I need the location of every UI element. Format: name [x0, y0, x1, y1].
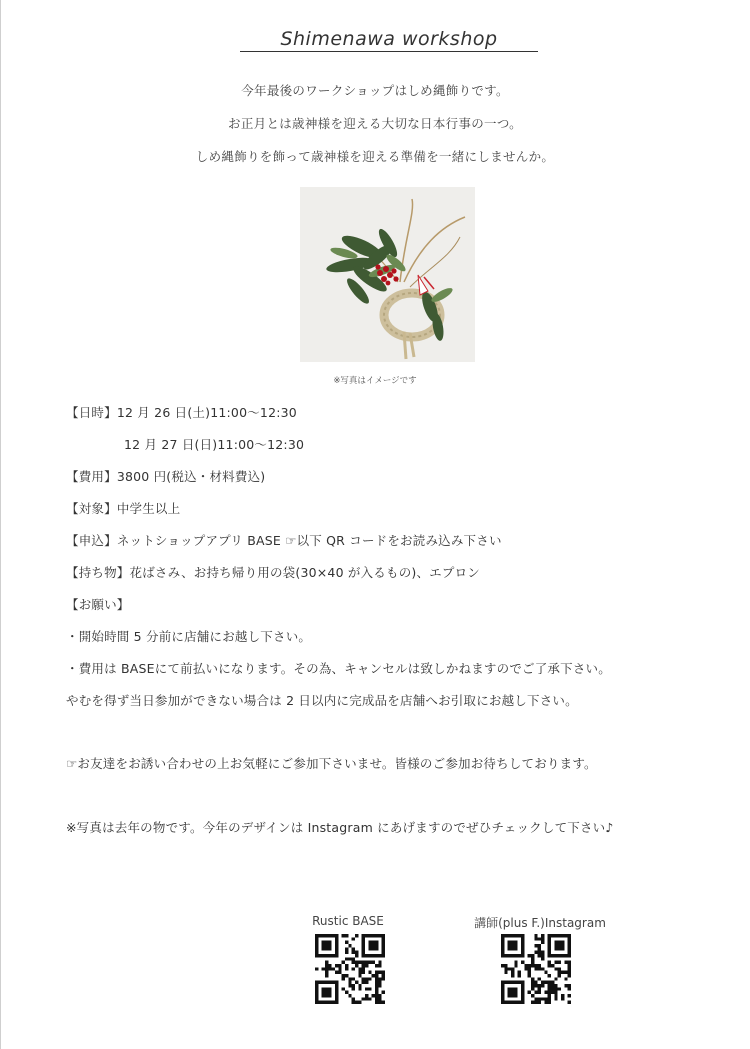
fee-row	[66, 467, 265, 485]
qr-code-base[interactable]	[315, 934, 385, 1004]
intro-line-1: 今年最後のワークショップはしめ縄飾りです。	[241, 83, 509, 98]
fee-label: 【費用】	[66, 469, 117, 484]
bring-label: 【持ち物】	[66, 565, 130, 580]
apply-label: 【申込】	[66, 533, 117, 548]
fee-value: 3800 円(税込・材料費込)	[116, 469, 266, 484]
shimenawa-photo	[300, 187, 475, 362]
qr-code-instagram[interactable]	[501, 934, 571, 1004]
apply-row	[66, 531, 502, 549]
bring-row	[66, 563, 480, 581]
target-label: 【対象】	[66, 501, 117, 516]
photo-caption: ※写真はイメージです	[333, 376, 417, 386]
intro-line-2: お正月とは歳神様を迎える大切な日本行事の一つ。	[228, 116, 522, 131]
target-row	[66, 499, 180, 517]
target-value: 中学生以上	[116, 501, 181, 516]
photo-note-text: ※写真は去年の物です。今年のデザインは Instagram にあげますのでぜひチェックして下さい♪	[66, 820, 614, 835]
date-value-2: 12 月 27 日(日)11:00～12:30	[124, 437, 305, 452]
intro-line-3: しめ縄飾りを飾って歳神様を迎える準備を一緒にしませんか。	[195, 149, 555, 164]
qr-base-label: Rustic BASE	[312, 914, 384, 928]
date-row-1	[66, 403, 297, 421]
invite-friends-text: ☞お友達をお誘い合わせの上お気軽にご参加下さいませ。皆様のご参加お待ちしております。	[66, 756, 597, 771]
date-label: 【日時】	[66, 405, 117, 420]
request-item-3: やむを得ず当日参加ができない場合は 2 日以内に完成品を店舗へお引取にお越し下さい。	[66, 693, 578, 708]
page-title: Shimenawa workshop	[240, 28, 538, 52]
request-heading: 【お願い】	[66, 597, 130, 612]
wreath-illustration	[300, 187, 475, 362]
request-item-1: ・開始時間 5 分前に店舗にお越し下さい。	[66, 629, 312, 644]
date-value-1: 12 月 26 日(土)11:00～12:30	[116, 405, 297, 420]
bring-value: 花ばさみ、お持ち帰り用の袋(30×40 が入るもの)、エプロン	[129, 565, 480, 580]
date-row-2	[124, 435, 304, 453]
qr-instagram-label: 講師(plus F.)Instagram	[474, 916, 606, 930]
apply-value: ネットショップアプリ BASE ☞以下 QR コードをお読み込み下さい	[116, 533, 502, 548]
request-item-2: ・費用は BASEにて前払いになります。その為、キャンセルは致しかねますのでご了承下さい。	[66, 661, 611, 676]
